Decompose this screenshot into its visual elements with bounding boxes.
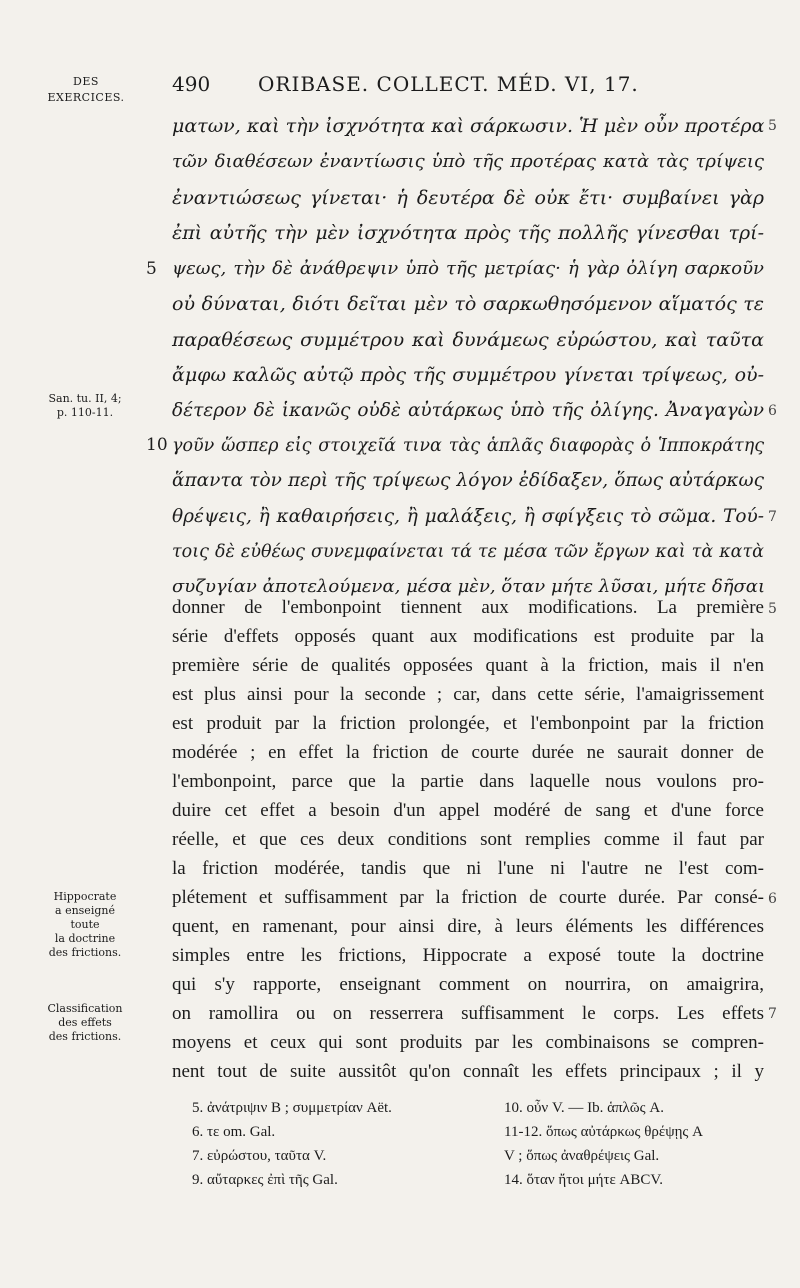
french-line: donner de l'embonpoint tiennent aux modifications. La première [172, 597, 764, 618]
greek-line: παραθέσεως συμμέτρου καὶ δυνάμεως εὐρώστου, καὶ ταῦτα [172, 329, 764, 351]
running-title: ORIBASE. COLLECT. MÉD. VI, 17. [258, 72, 639, 96]
greek-line: οὐ δύναται, διότι δεῖται μὲν τὸ σαρκωθησόμενον αἵματός τε [172, 293, 764, 315]
greek-line: ματων, καὶ τὴν ἰσχνότητα καὶ σάρκωσιν. Ἡ μὲν οὖν προτέρα [172, 115, 765, 137]
margin-note-line: des frictions. [48, 946, 122, 959]
french-line: est plus ainsi pour la seconde ; car, dans cette série, l'amaigrissement [172, 684, 764, 705]
french-line: on ramollira ou on resserrera suffisamment le corps. Les effets [172, 1003, 764, 1024]
french-line: simples entre les frictions, Hippocrate a exposé toute la doctrine [172, 945, 764, 966]
greek-line: τῶν διαθέσεων ἐναντίωσις ὑπὸ τῆς προτέρας κατὰ τὰς τρίψεις [172, 151, 764, 172]
french-line: qui s'y rapporte, enseignant comment on nourrira, on amaigrira, [172, 974, 764, 995]
french-right-number: 5 [768, 601, 777, 617]
french-right-number: 7 [768, 1006, 777, 1022]
footnote: 14. ὅταν ἤτοι μήτε ABCV. [504, 1172, 664, 1188]
french-line: la friction modérée, tandis que ni l'une ni l'autre ne l'est com- [172, 858, 764, 879]
margin-heading-line: EXERCICES. [47, 91, 125, 104]
greek-line: ἐναντιώσεως γίνεται· ἡ δευτέρα δὲ οὐκ ἔτι· συμβαίνει γὰρ [172, 187, 764, 209]
french-line: série d'effets opposés quant aux modifications est produite par la [172, 626, 764, 647]
greek-right-number: 7 [768, 509, 777, 525]
margin-note-sanitate [34, 392, 136, 420]
page-number: 490 [172, 72, 211, 96]
greek-line: ἄμφω καλῶς αὐτῷ πρὸς τῆς συμμέτρου γίνεται τρίψεως, οὐ- [172, 364, 764, 386]
margin-note-hippocrate [34, 890, 136, 960]
footnote: 11-12. ὅπως αὐτάρκως θρέψῃς A [504, 1124, 703, 1140]
margin-note-line: des effets [58, 1016, 112, 1029]
greek-right-number: 5 [768, 118, 777, 134]
french-line: est produit par la friction prolongée, et l'embonpoint par la friction [172, 713, 764, 734]
greek-line-number: 5 [146, 259, 157, 279]
french-line: réelle, et que ces deux conditions sont remplies comme il faut par [172, 829, 764, 850]
french-line: moyens et ceux qui sont produits par les combinaisons se compren- [172, 1032, 764, 1053]
french-line: l'embonpoint, parce que la partie dans laquelle nous voulons pro- [172, 771, 764, 792]
margin-note-classification [34, 1002, 136, 1044]
greek-line: δέτερον δὲ ἱκανῶς οὐδὲ αὐτάρκως ὑπὸ τῆς ὀλίγης. Ἀναγαγὼν [172, 400, 764, 421]
french-line: quent, en ramenant, pour ainsi dire, à leurs éléments les différences [172, 916, 764, 937]
footnote: 10. οὖν V. — Ib. ἁπλῶς A. [504, 1100, 664, 1116]
french-line: plétement et suffisamment par la friction de courte durée. Par consé- [172, 887, 764, 908]
greek-line-number: 10 [146, 435, 168, 455]
footnote: 9. αὔταρκες ἐπὶ τῆς Gal. [192, 1172, 338, 1188]
greek-line: ἅπαντα τὸν περὶ τῆς τρίψεως λόγον ἐδίδαξεν, ὅπως αὐτάρκως [172, 470, 764, 491]
french-line: première série de qualités opposées quant à la friction, mais il n'en [172, 655, 764, 676]
french-line: modérée ; en effet la friction de courte durée ne saurait donner de [172, 742, 764, 763]
footnote: 7. εὐρώστου, ταῦτα V. [192, 1148, 327, 1164]
margin-note-line: toute [70, 918, 100, 931]
margin-heading [40, 74, 132, 106]
greek-line: συζυγίαν ἀποτελούμενα, μέσα μὲν, ὅταν μήτε λῦσαι, μήτε δῆσαι [172, 576, 766, 597]
margin-note-line: p. 110-11. [56, 406, 114, 419]
margin-note-line: Classification [47, 1002, 123, 1015]
french-line: nent tout de suite aussitôt qu'on connaît les effets principaux ; il y [172, 1061, 764, 1082]
footnote: 6. τε om. Gal. [192, 1124, 276, 1140]
footnote: V ; ὅπως ἀναθρέψεις Gal. [504, 1148, 660, 1164]
margin-note-line: San. tu. II, 4; [48, 392, 122, 405]
french-right-number: 6 [768, 891, 777, 907]
greek-line: ψεως, τὴν δὲ ἀνάθρεψιν ὑπὸ τῆς μετρίας· ἡ γὰρ ὀλίγη σαρκοῦν [172, 258, 764, 279]
margin-note-line: a enseigné [55, 904, 115, 917]
greek-line: τοις δὲ εὐθέως συνεμφαίνεται τά τε μέσα τῶν ἔργων καὶ τὰ κατὰ [172, 542, 764, 562]
french-line: duire cet effet a besoin d'un appel modéré de sang et d'une force [172, 800, 764, 821]
margin-note-line: Hippocrate [53, 890, 117, 903]
margin-heading-line: DES [73, 75, 99, 88]
greek-line: θρέψεις, ἢ καθαιρήσεις, ἢ μαλάξεις, ἢ σφίγξεις τὸ σῶμα. Τού- [172, 506, 764, 527]
greek-line: ἐπὶ αὐτῆς τὴν μὲν ἰσχνότητα πρὸς τῆς πολλῆς γίνεσθαι τρί- [172, 222, 764, 244]
greek-line: γοῦν ὥσπερ εἰς στοιχεῖά τινα τὰς ἁπλᾶς διαφορὰς ὁ Ἱπποκράτης [172, 436, 764, 456]
greek-right-number: 6 [768, 403, 777, 419]
margin-note-line: des frictions. [48, 1030, 122, 1043]
footnote: 5. ἀνάτριψιν B ; συμμετρίαν Aët. [192, 1100, 392, 1116]
margin-note-line: la doctrine [54, 932, 116, 945]
